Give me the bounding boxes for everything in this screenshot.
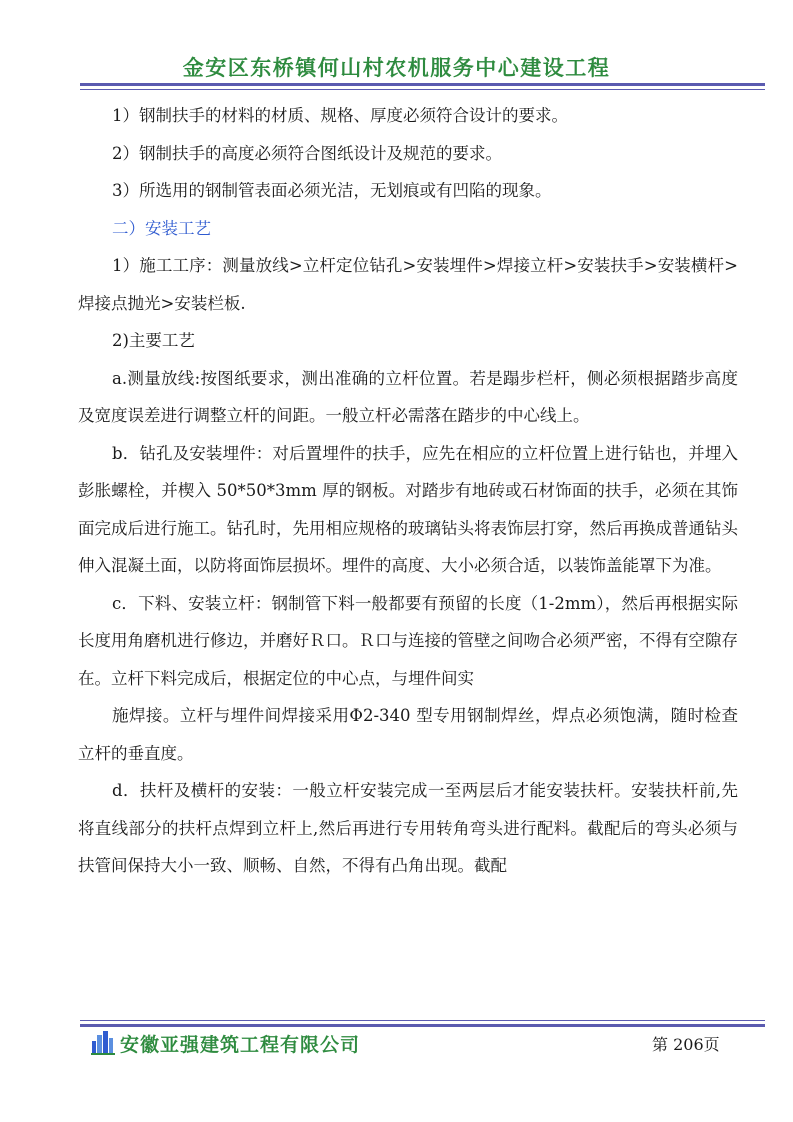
paragraph-c: c．下料、安装立杆：钢制管下料一般都要有预留的长度（1-2mm），然后再根据实际长度用角磨机进行修边，并磨好Ｒ口。Ｒ口与连接的管壁之间吻合必须严密，不得有空隙存在。立杆下料完成后，根据定位的中心点，与埋件间实 <box>78 593 738 688</box>
paragraph-1: 1）钢制扶手的材料的材质、规格、厚度必须符合设计的要求。 <box>112 106 568 125</box>
header-rule-thick <box>80 83 765 86</box>
paragraph-d: d．扶杆及横杆的安装：一般立杆安装完成一至两层后才能安装扶杆。安装扶杆前,先将直线部分的扶杆点焊到立杆上,然后再进行专用转角弯头进行配料。截配后的弯头必须与扶管间保持大小一致、顺畅、自然，不得有凸角出现。截配 <box>78 781 738 875</box>
paragraph-b: b．钻孔及安装埋件：对后置埋件的扶手，应先在相应的立杆位置上进行钻也，并埋入彭胀螺栓，并楔入 50*50*3mm 厚的钢板。对踏步有地砖或石材饰面的扶手，必须在其饰面完成后进行施工。钻孔时，先用相应规格的玻璃钻头将表饰层打穿，然后再换成普通钻头伸入混凝土面，以防将面饰层损坏。埋件的高度、大小必须合适，以装饰盖能罩下为准。 <box>78 443 738 575</box>
header-rule-thin <box>80 89 765 90</box>
paragraph-a: a.测量放线:按图纸要求，测出准确的立杆位置。若是蹋步栏杆，侧必须根据踏步高度及宽度误差进行调整立杆的间距。一般立杆必需落在踏步的中心线上。 <box>78 368 738 425</box>
paragraph-c-continued: 施焊接。立杆与埋件间焊接采用Φ2-340 型专用钢制焊丝，焊点必须饱满，随时检查立杆的垂直度。 <box>78 706 738 763</box>
footer-company-name: 安徽亚强建筑工程有限公司 <box>120 1034 361 1056</box>
paragraph-2: 2）钢制扶手的高度必须符合图纸设计及规范的要求。 <box>112 143 502 163</box>
document-body <box>78 97 738 885</box>
building-logo-icon <box>91 1029 115 1055</box>
paragraph-process: 1）施工工序：测量放线>立杆定位钻孔>安装埋件>焊接立杆>安装扶手>安装横杆>焊接点抛光>安装栏板. <box>78 256 738 313</box>
paragraph-3: 3）所选用的钢制管表面必须光洁，无划痕或有凹陷的现象。 <box>112 181 552 200</box>
paragraph-main-process: 2)主要工艺 <box>112 331 195 350</box>
section-heading: 二）安装工艺 <box>112 218 211 238</box>
page-header-title: 金安区东桥镇何山村农机服务中心建设工程 <box>182 55 611 80</box>
page-number: 第 206页 <box>652 1035 720 1054</box>
footer-rule-thin <box>80 1020 765 1021</box>
footer-rule-thick <box>80 1024 765 1027</box>
